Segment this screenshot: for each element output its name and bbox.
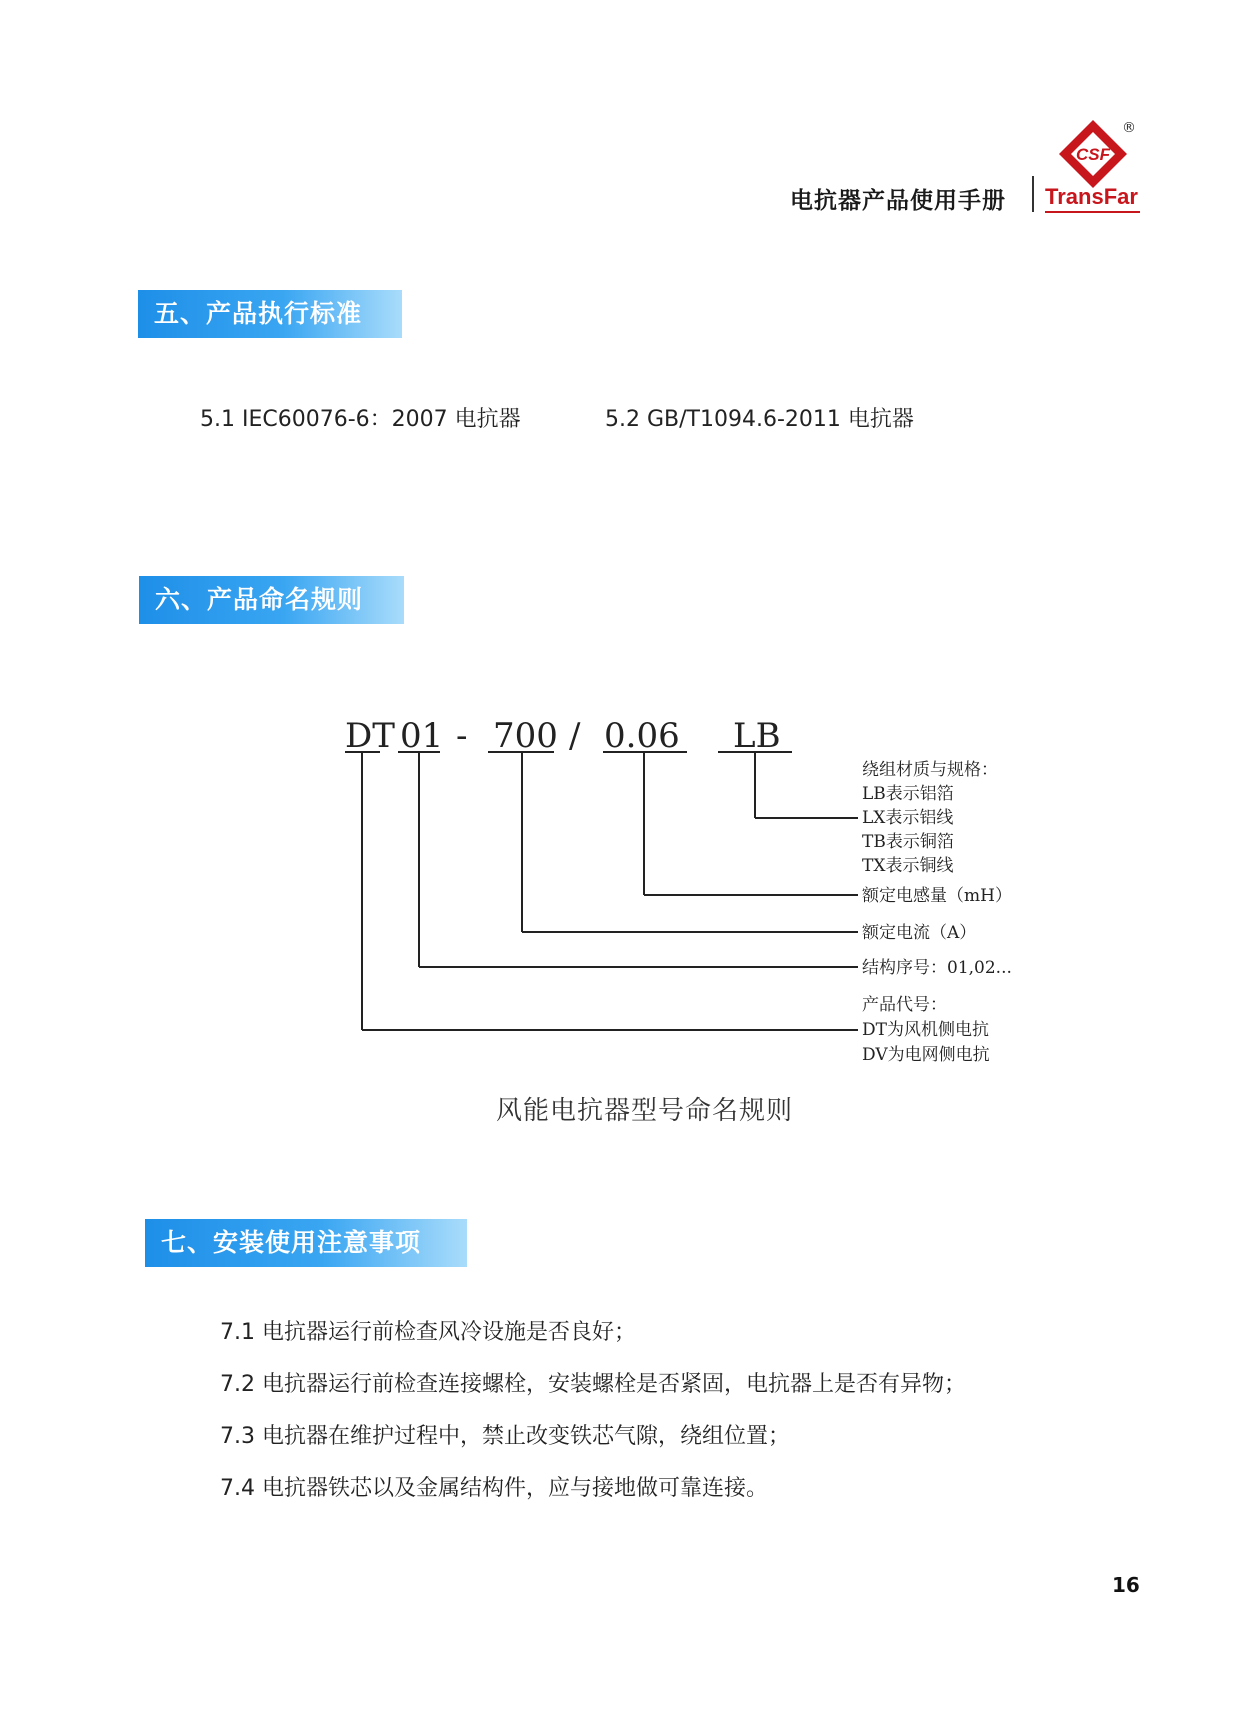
label-winding-lb: LB表示铝箔 — [862, 784, 954, 804]
label-winding-tx: TX表示铜线 — [862, 856, 954, 876]
registered-mark: ® — [1122, 120, 1136, 136]
logo-text: CSF — [1076, 145, 1110, 164]
label-current: 额定电流（A） — [862, 923, 977, 943]
label-product-dt: DT为风机侧电抗 — [862, 1020, 989, 1040]
code-part-dt: DT — [345, 716, 395, 756]
code-part-winding: LB — [733, 716, 781, 756]
standard-gb: 5.2 GB/T1094.6-2011 电抗器 — [605, 407, 914, 432]
note-item: 7.1 电抗器运行前检查风冷设施是否良好； — [220, 1320, 636, 1345]
label-structure: 结构序号：01,02... — [862, 958, 1012, 978]
brand-name: TransFar — [1045, 184, 1138, 209]
diagram-caption: 风能电抗器型号命名规则 — [495, 1096, 793, 1126]
label-winding-tb: TB表示铜箔 — [862, 832, 954, 852]
note-item: 7.3 电抗器在维护过程中，禁止改变铁芯气隙，绕组位置； — [220, 1424, 790, 1449]
section-title-naming: 六、产品命名规则 — [139, 576, 404, 624]
diagram-lines — [345, 752, 858, 1030]
label-winding-lx: LX表示铝线 — [862, 808, 954, 828]
page-number: 16 — [1112, 1573, 1140, 1597]
installation-notes — [220, 1318, 966, 1526]
code-part-serial: 01 — [400, 716, 444, 756]
section-title-installation: 七、安装使用注意事项 — [145, 1219, 467, 1267]
section-title-standards: 五、产品执行标准 — [138, 290, 402, 338]
code-part-slash: / — [569, 716, 581, 756]
note-item: 7.2 电抗器运行前检查连接螺栓，安装螺栓是否紧固，电抗器上是否有异物； — [220, 1372, 966, 1397]
code-part-inductance: 0.06 — [604, 716, 680, 756]
code-part-current: 700 — [493, 716, 558, 756]
label-product-title: 产品代号： — [862, 995, 947, 1015]
note-item: 7.4 电抗器铁芯以及金属结构件，应与接地做可靠连接。 — [220, 1476, 768, 1501]
manual-title: 电抗器产品使用手册 — [790, 188, 1006, 214]
label-product-dv: DV为电网侧电抗 — [862, 1045, 990, 1065]
label-winding-title: 绕组材质与规格： — [862, 760, 998, 780]
code-part-dash: - — [456, 716, 468, 756]
label-inductance: 额定电感量（mH） — [862, 886, 1012, 906]
standard-iec: 5.1 IEC60076-6：2007 电抗器 — [200, 407, 521, 432]
